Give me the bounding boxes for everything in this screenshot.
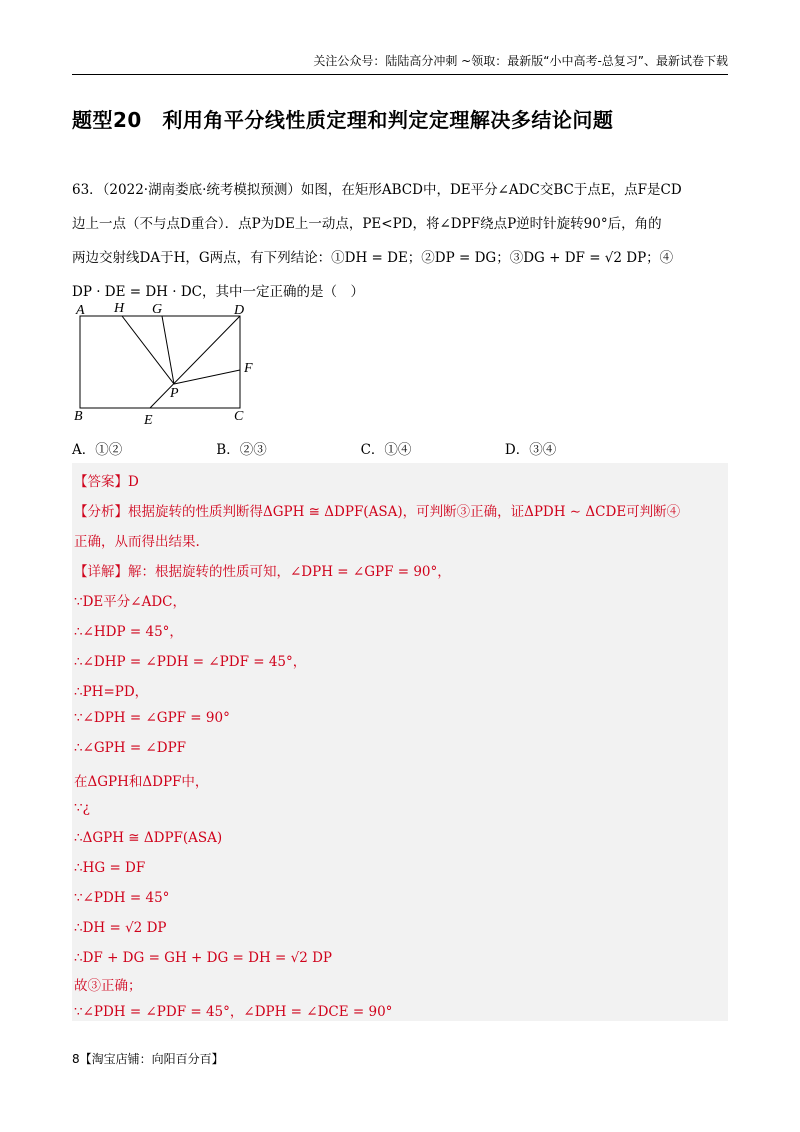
answer-tag: 【答案】 xyxy=(74,474,128,490)
detail-text: 解：根据旋转的性质可知，∠DPH = ∠GPF = 90°， xyxy=(128,564,451,580)
label-g: G xyxy=(152,302,163,317)
solution-step: ∵DE平分∠ADC， xyxy=(74,594,186,610)
solution-box xyxy=(72,463,728,1021)
label-f: F xyxy=(244,361,253,376)
solution-step: ∴HG = DF xyxy=(74,860,146,876)
header-text: 关注公众号：陆陆高分冲刺 ~领取：最新版“小中高考-总复习”、最新试卷下载 xyxy=(313,54,728,68)
solution-step: ∵∠DPH = ∠GPF = 90° xyxy=(74,710,230,726)
solution-step: ∵∠PDH = 45° xyxy=(74,890,170,906)
analysis-tag: 【分析】 xyxy=(74,504,128,520)
solution-step: ∴DH = √2 DP xyxy=(74,920,167,936)
geometry-figure xyxy=(72,300,272,430)
solution-step: ∴∠HDP = 45°， xyxy=(74,624,183,640)
option-c: C．①④ xyxy=(360,442,412,458)
solution-step: ∴PH=PD， xyxy=(74,684,149,700)
solution-step: ∵¿ xyxy=(74,800,90,816)
solution-step: ∴∠GPH = ∠DPF xyxy=(74,740,187,756)
segment-pg xyxy=(162,316,174,384)
option-b: B．②③ xyxy=(216,442,267,458)
problem-line: 边上一点（不与点D重合）．点P为DE上一动点，PE<PD，将∠DPF绕点P逆时针旋转90°后，角的 xyxy=(72,216,662,232)
solution-step: ∴ΔGPH ≅ ΔDPF(ASA) xyxy=(74,830,223,846)
problem-line: 两边交射线DA于H，G两点，有下列结论：①DH = DE；②DP = DG；③DG + DF = √2 DP；④ xyxy=(72,250,674,266)
solution-step: ∴DF + DG = GH + DG = DH = √2 DP xyxy=(74,950,333,966)
detail-tag: 【详解】 xyxy=(74,564,128,580)
answer-options xyxy=(72,438,728,458)
analysis-text: 根据旋转的性质判断得ΔGPH ≅ ΔDPF(ASA)，可判断③正确，证ΔPDH ∼ ΔCDE可判断④ xyxy=(128,504,681,520)
solution-step: 故③正确； xyxy=(74,978,142,994)
label-a: A xyxy=(76,303,85,318)
solution-step: ∴∠DHP = ∠PDH = ∠PDF = 45°， xyxy=(74,654,307,670)
detail-line xyxy=(74,560,451,580)
page-footer: 8【淘宝店铺：向阳百分百】 xyxy=(72,1052,224,1066)
problem-line: DP · DE = DH · DC，其中一定正确的是（ ） xyxy=(72,284,364,300)
solution-step: 在ΔGPH和ΔDPF中， xyxy=(74,774,209,790)
label-h: H xyxy=(114,301,125,316)
problem-line: 63．（2022·湖南娄底·统考模拟预测）如图，在矩形ABCD中，DE平分∠ADC交BC于点E，点F是CD xyxy=(72,182,682,198)
label-c: C xyxy=(234,409,244,424)
segment-de xyxy=(150,316,240,408)
label-d: D xyxy=(234,303,245,318)
label-p: P xyxy=(170,386,179,401)
segment-ph xyxy=(122,316,174,384)
solution-step: ∵∠PDH = ∠PDF = 45°，∠DPH = ∠DCE = 90° xyxy=(74,1004,393,1020)
segment-pf xyxy=(174,370,240,384)
label-e: E xyxy=(144,413,153,428)
option-d: D．③④ xyxy=(504,442,557,458)
analysis-text-2: 正确，从而得出结果. xyxy=(74,534,200,550)
problem-statement xyxy=(72,173,728,309)
answer-line xyxy=(74,470,139,490)
analysis-line xyxy=(74,500,680,520)
page-header xyxy=(72,52,728,75)
label-b: B xyxy=(74,409,83,424)
answer-value: D xyxy=(128,474,139,490)
page-title: 题型20 利用角平分线性质定理和判定定理解决多结论问题 xyxy=(72,108,614,132)
option-a: A．①② xyxy=(72,442,123,458)
rectangle-abcd xyxy=(80,316,240,408)
